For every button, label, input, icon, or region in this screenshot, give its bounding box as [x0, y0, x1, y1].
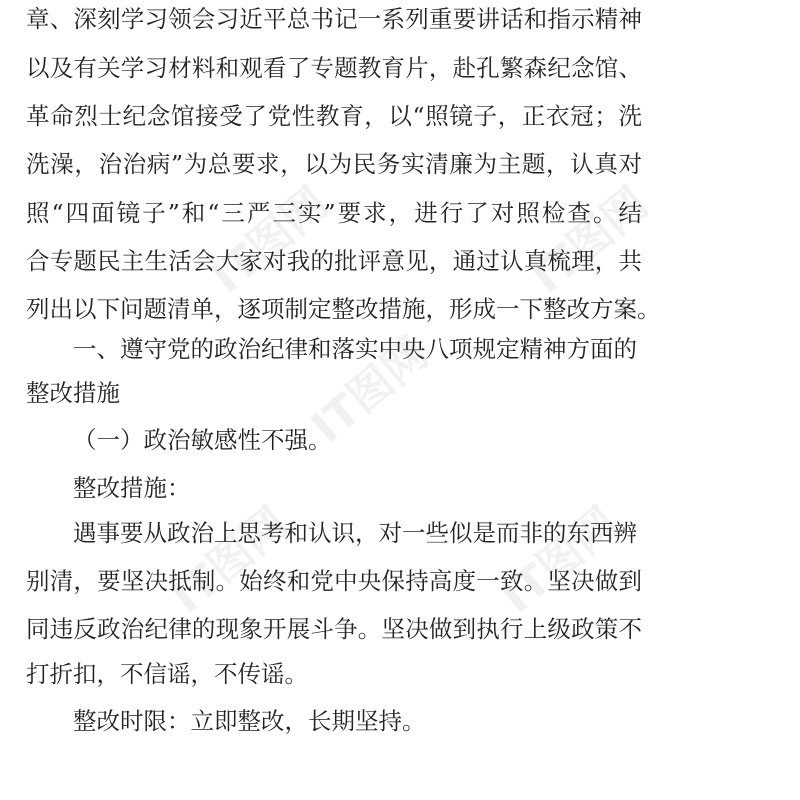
watermark: IT图网 — [522, 177, 658, 304]
watermark: IT图网 — [202, 177, 338, 304]
section-heading: 一、遵守党的政治纪律和落实中央八项规定精神方面的 — [73, 335, 637, 363]
measures-label: 整改措施： — [73, 474, 191, 502]
body-line: 洗澡，治治病”为总要求，以为民务实清廉为主题，认真对 — [26, 150, 642, 178]
subsection-heading: （一）政治敏感性不强。 — [73, 426, 332, 454]
body-line: 合专题民主生活会大家对我的批评意见，通过认真梳理，共 — [26, 247, 642, 275]
watermark: IT图网 — [302, 327, 438, 454]
body-line: 别清，要坚决抵制。始终和党中央保持高度一致。坚决做到 — [26, 567, 642, 595]
body-line: 以及有关学习材料和观看了专题教育片，赴孔繁森纪念馆、 — [26, 54, 642, 82]
deadline-line: 整改时限：立即整改，长期坚持。 — [73, 707, 426, 735]
body-line: 照“四面镜子”和“三严三实”要求，进行了对照检查。结 — [26, 199, 642, 227]
section-heading-continued: 整改措施 — [26, 379, 120, 407]
body-line: 列出以下问题清单，逐项制定整改措施，形成一下整改方案。 — [26, 295, 661, 323]
watermark: IT图网 — [492, 497, 628, 624]
body-line: 同违反政治纪律的现象开展斗争。坚决做到执行上级政策不 — [26, 615, 642, 643]
body-line: 章、深刻学习领会习近平总书记一系列重要讲话和指示精神 — [26, 5, 642, 33]
body-line: 革命烈士纪念馆接受了党性教育，以“照镜子，正衣冠；洗 — [26, 102, 642, 130]
body-line: 遇事要从政治上思考和认识，对一些似是而非的东西辨 — [73, 519, 637, 547]
watermark: IT图网 — [162, 497, 298, 624]
body-line: 打折扣，不信谣，不传谣。 — [26, 660, 308, 688]
